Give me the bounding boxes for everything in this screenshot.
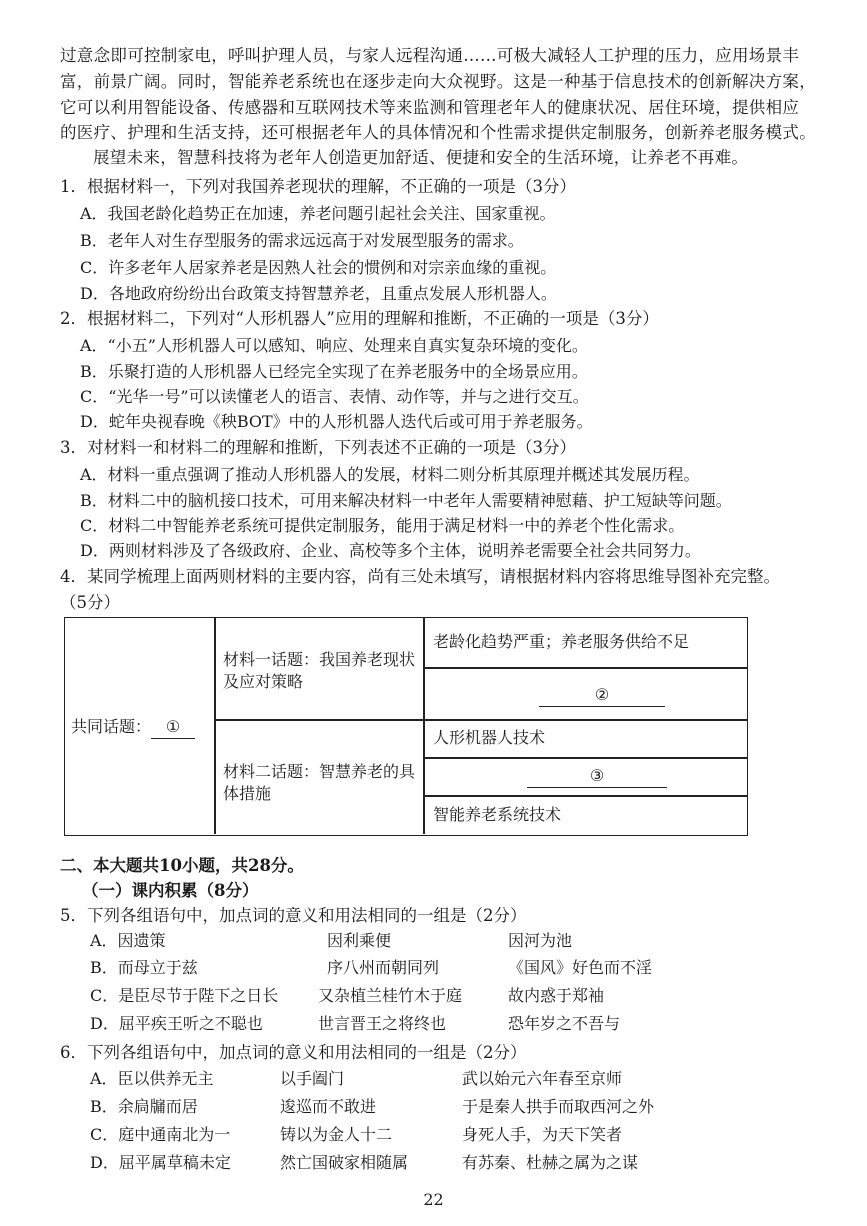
topic2-item1: 人形机器人技术 <box>433 728 546 747</box>
q1-option-b: B．老年人对生存型服务的需求远远高于对发展型服务的需求。 <box>80 231 524 250</box>
q6-row-d-3: 有苏秦、杜赫之属为之谋 <box>462 1153 639 1172</box>
q5-row-d-2: 世言晋王之将终也 <box>318 1014 447 1033</box>
q5-row-d-1: D．屈平疾王听之不聪也 <box>90 1014 263 1033</box>
q5-row-c-1: C．是臣尽节于陛下之日长 <box>90 986 279 1005</box>
intro-line-5: 展望未来，智慧科技将为老年人创造更加舒适、便捷和安全的生活环境，让养老不再难。 <box>93 148 749 167</box>
section2-title: 二、本大题共10小题，共28分。 <box>60 856 304 875</box>
q6-row-a-2: 以手阖门 <box>280 1069 345 1088</box>
blank-2: ② <box>539 684 665 707</box>
common-topic-label: 共同话题： ① <box>71 716 195 739</box>
blank-2-wrap <box>539 684 665 707</box>
intro-line-4: 的医疗、护理和生活支持，还可根据老年人的具体情况和个性需求提供定制服务，创新养老服务模式。 <box>60 123 816 142</box>
q6-stem: 6．下列各组语句中，加点词的意义和用法相同的一组是（2分） <box>60 1043 527 1062</box>
q6-row-c-3: 身死人手，为天下笑者 <box>462 1125 623 1144</box>
q4-score: （5分） <box>60 593 120 612</box>
q6-row-a-1: A．臣以供养无主 <box>90 1069 214 1088</box>
q5-row-c-2: 又杂植兰桂竹木于庭 <box>318 986 463 1005</box>
q6-row-c-1: C．庭中通南北为一 <box>90 1125 231 1144</box>
q2-option-d: D．蛇年央视春晚《秧BOT》中的人形机器人迭代后或可用于养老服务。 <box>80 412 593 431</box>
q3-option-a: A．材料一重点强调了推动人形机器人的发展，材料二则分析其原理并概述其发展历程。 <box>80 465 700 484</box>
topic2-line2: 体措施 <box>223 784 272 803</box>
q5-row-a-3: 因河为池 <box>508 931 573 950</box>
page-number: 22 <box>423 1190 444 1209</box>
q6-row-c-2: 铸以为金人十二 <box>280 1125 393 1144</box>
q5-row-a-1: A．因遗策 <box>90 931 166 950</box>
q2-option-b: B．乐聚打造的人形机器人已经完全实现了在养老服务中的全场景应用。 <box>80 362 588 381</box>
intro-line-2: 富，前景广阔。同时，智能养老系统也在逐步走向大众视野。这是一种基于信息技术的创新解决方案， <box>60 72 816 91</box>
q5-row-c-3: 故内惑于郑袖 <box>508 986 605 1005</box>
q6-row-b-1: B．余扃牖而居 <box>90 1097 198 1116</box>
q3-stem: 3．对材料一和材料二的理解和推断，下列表述不正确的一项是（3分） <box>60 438 576 457</box>
q6-row-d-1: D．屈平属草稿未定 <box>90 1153 231 1172</box>
q5-row-b-1: B．而母立于兹 <box>90 958 198 977</box>
topic2-item3: 智能养老系统技术 <box>433 805 562 824</box>
q6-row-a-3: 武以始元六年春至京师 <box>462 1069 623 1088</box>
q4-stem: 4．某同学梳理上面两则材料的主要内容，尚有三处未填写，请根据材料内容将思维导图补充完整。 <box>60 567 780 586</box>
intro-line-3: 它可以利用智能设备、传感器和互联网技术等来监测和管理老年人的健康状况、居住环境，提供相应 <box>60 98 800 117</box>
q3-option-c: C．材料二中智能养老系统可提供定制服务，能用于满足材料一中的养老个性化需求。 <box>80 516 685 535</box>
section2-subtitle: （一）课内积累（8分） <box>82 881 259 900</box>
mind-map <box>64 617 748 836</box>
topic1-line1: 材料一话题：我国养老现状 <box>223 650 416 669</box>
q6-row-d-2: 然亡国破家相随属 <box>280 1153 409 1172</box>
q5-row-a-2: 因利乘便 <box>327 931 392 950</box>
q1-option-c: C．许多老年人居家养老是因熟人社会的惯例和对宗亲血缘的重视。 <box>80 258 557 277</box>
blank-3: ③ <box>527 765 667 788</box>
q3-option-b: B．材料二中的脑机接口技术，可用来解决材料一中老年人需要精神慰藉、护工短缺等问题。 <box>80 491 732 510</box>
q2-stem: 2．根据材料二，下列对“人形机器人”应用的理解和推断，不正确的一项是（3分） <box>60 309 659 328</box>
q1-option-d: D．各地政府纷纷出台政策支持智慧养老，且重点发展人形机器人。 <box>80 284 557 303</box>
q3-option-d: D．两则材料涉及了各级政府、企业、高校等多个主体，说明养老需要全社会共同努力。 <box>80 541 701 560</box>
q2-option-c: C．“光华一号”可以读懂老人的语言、表情、动作等，并与之进行交互。 <box>80 387 589 406</box>
topic2-line1: 材料二话题：智慧养老的具 <box>223 762 416 781</box>
q1-option-a: A．我国老龄化趋势正在加速，养老问题引起社会关注、国家重视。 <box>80 204 556 223</box>
q6-row-b-3: 于是秦人拱手而取西河之外 <box>462 1097 655 1116</box>
topic1-line2: 及应对策略 <box>223 672 304 691</box>
q2-option-a: A．“小五”人形机器人可以感知、响应、处理来自真实复杂环境的变化。 <box>80 336 588 355</box>
topic1-item1: 老龄化趋势严重；养老服务供给不足 <box>433 632 690 651</box>
q6-row-b-2: 逡巡而不敢进 <box>280 1097 377 1116</box>
q1-stem: 1．根据材料一，下列对我国养老现状的理解，不正确的一项是（3分） <box>60 177 576 196</box>
q5-row-b-3: 《国风》好色而不淫 <box>508 958 653 977</box>
q5-row-d-3: 恐年岁之不吾与 <box>508 1014 621 1033</box>
intro-line-1: 过意念即可控制家电，呼叫护理人员，与家人远程沟通……可极大减轻人工护理的压力，应用场景丰 <box>60 46 800 65</box>
blank-3-wrap <box>527 765 667 788</box>
q5-row-b-2: 序八州而朝同列 <box>327 958 440 977</box>
q5-stem: 5．下列各组语句中，加点词的意义和用法相同的一组是（2分） <box>60 906 527 925</box>
blank-1: ① <box>151 716 195 739</box>
